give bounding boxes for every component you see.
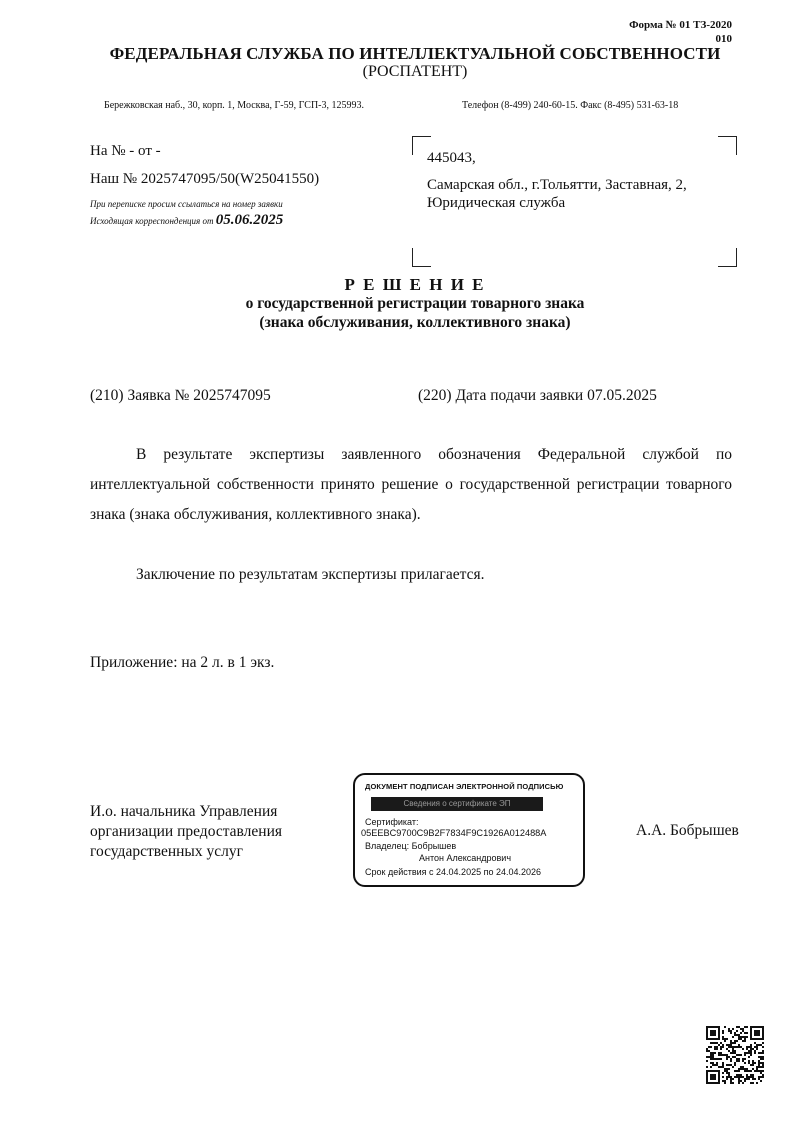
agency-short-name: (РОСПАТЕНТ): [362, 63, 468, 80]
recipient-department: Юридическая служба: [427, 195, 566, 211]
signer-name: А.А. Бобрышев: [636, 822, 739, 839]
application-number: (210) Заявка № 2025747095: [90, 387, 271, 404]
stamp-heading: ДОКУМЕНТ ПОДПИСАН ЭЛЕКТРОННОЙ ПОДПИСЬЮ: [365, 782, 564, 791]
stamp-cert-number: 05EEBC9700C9B2F7834F9C1926A012488A: [361, 828, 547, 838]
stamp-certificate-bar: Сведения о сертификате ЭП: [371, 797, 543, 811]
form-number: Форма № 01 ТЗ-2020 010: [629, 19, 732, 45]
stamp-owner-name: Антон Александрович: [419, 853, 512, 863]
decision-subtitle-2: (знака обслуживания, коллективного знака): [259, 314, 571, 331]
attachment-note: Приложение: на 2 л. в 1 экз.: [90, 654, 275, 671]
agency-name: ФЕДЕРАЛЬНАЯ СЛУЖБА ПО ИНТЕЛЛЕКТУАЛЬНОЙ СОБСТВЕННОСТИ: [109, 44, 721, 63]
reference-note: При переписке просим ссылаться на номер заявки: [90, 199, 283, 209]
conclusion-note: Заключение по результатам экспертизы прилагается.: [136, 566, 485, 583]
address-bracket-top-right: [718, 136, 737, 155]
recipient-address: Самарская обл., г.Тольятти, Заставная, 2,: [427, 177, 687, 193]
decision-subtitle-1: о государственной регистрации товарного знака: [245, 295, 585, 312]
address-bracket-bottom-right: [718, 248, 737, 267]
your-reference: На № - от -: [90, 143, 161, 159]
outgoing-date: 05.06.2025: [215, 212, 284, 228]
stamp-cert-label: Сертификат:: [365, 817, 419, 827]
agency-address: Бережковская наб., 30, корп. 1, Москва, Г-59, ГСП-3, 125993.: [104, 100, 365, 111]
decision-paragraph: В результате экспертизы заявленного обозначения Федеральной службой по интеллектуальной собственности принято решение о государственной регистрации товарного знака (знака обслуживания, коллективного знака).: [90, 446, 732, 523]
agency-contacts: Телефон (8-499) 240-60-15. Факс (8-495) 531-63-18: [462, 100, 679, 111]
stamp-owner-label: Владелец: Бобрышев: [365, 841, 457, 851]
outgoing-label: Исходящая корреспонденция от: [90, 216, 214, 226]
electronic-signature-stamp: [353, 773, 585, 887]
address-bracket-bottom-left: [412, 248, 431, 267]
stamp-validity: Срок действия с 24.04.2025 по 24.04.2026: [365, 867, 542, 877]
qr-code: [706, 1026, 764, 1084]
application-filing-date: (220) Дата подачи заявки 07.05.2025: [418, 387, 657, 404]
recipient-postcode: 445043,: [427, 150, 476, 166]
decision-title: Р Е Ш Е Н И Е: [344, 275, 486, 294]
signatory-position: И.о. начальника Управления организации предоставления государственных услуг: [90, 803, 283, 860]
outgoing-correspondence: [90, 212, 283, 229]
our-reference: Наш № 2025747095/50(W25041550): [90, 171, 320, 187]
